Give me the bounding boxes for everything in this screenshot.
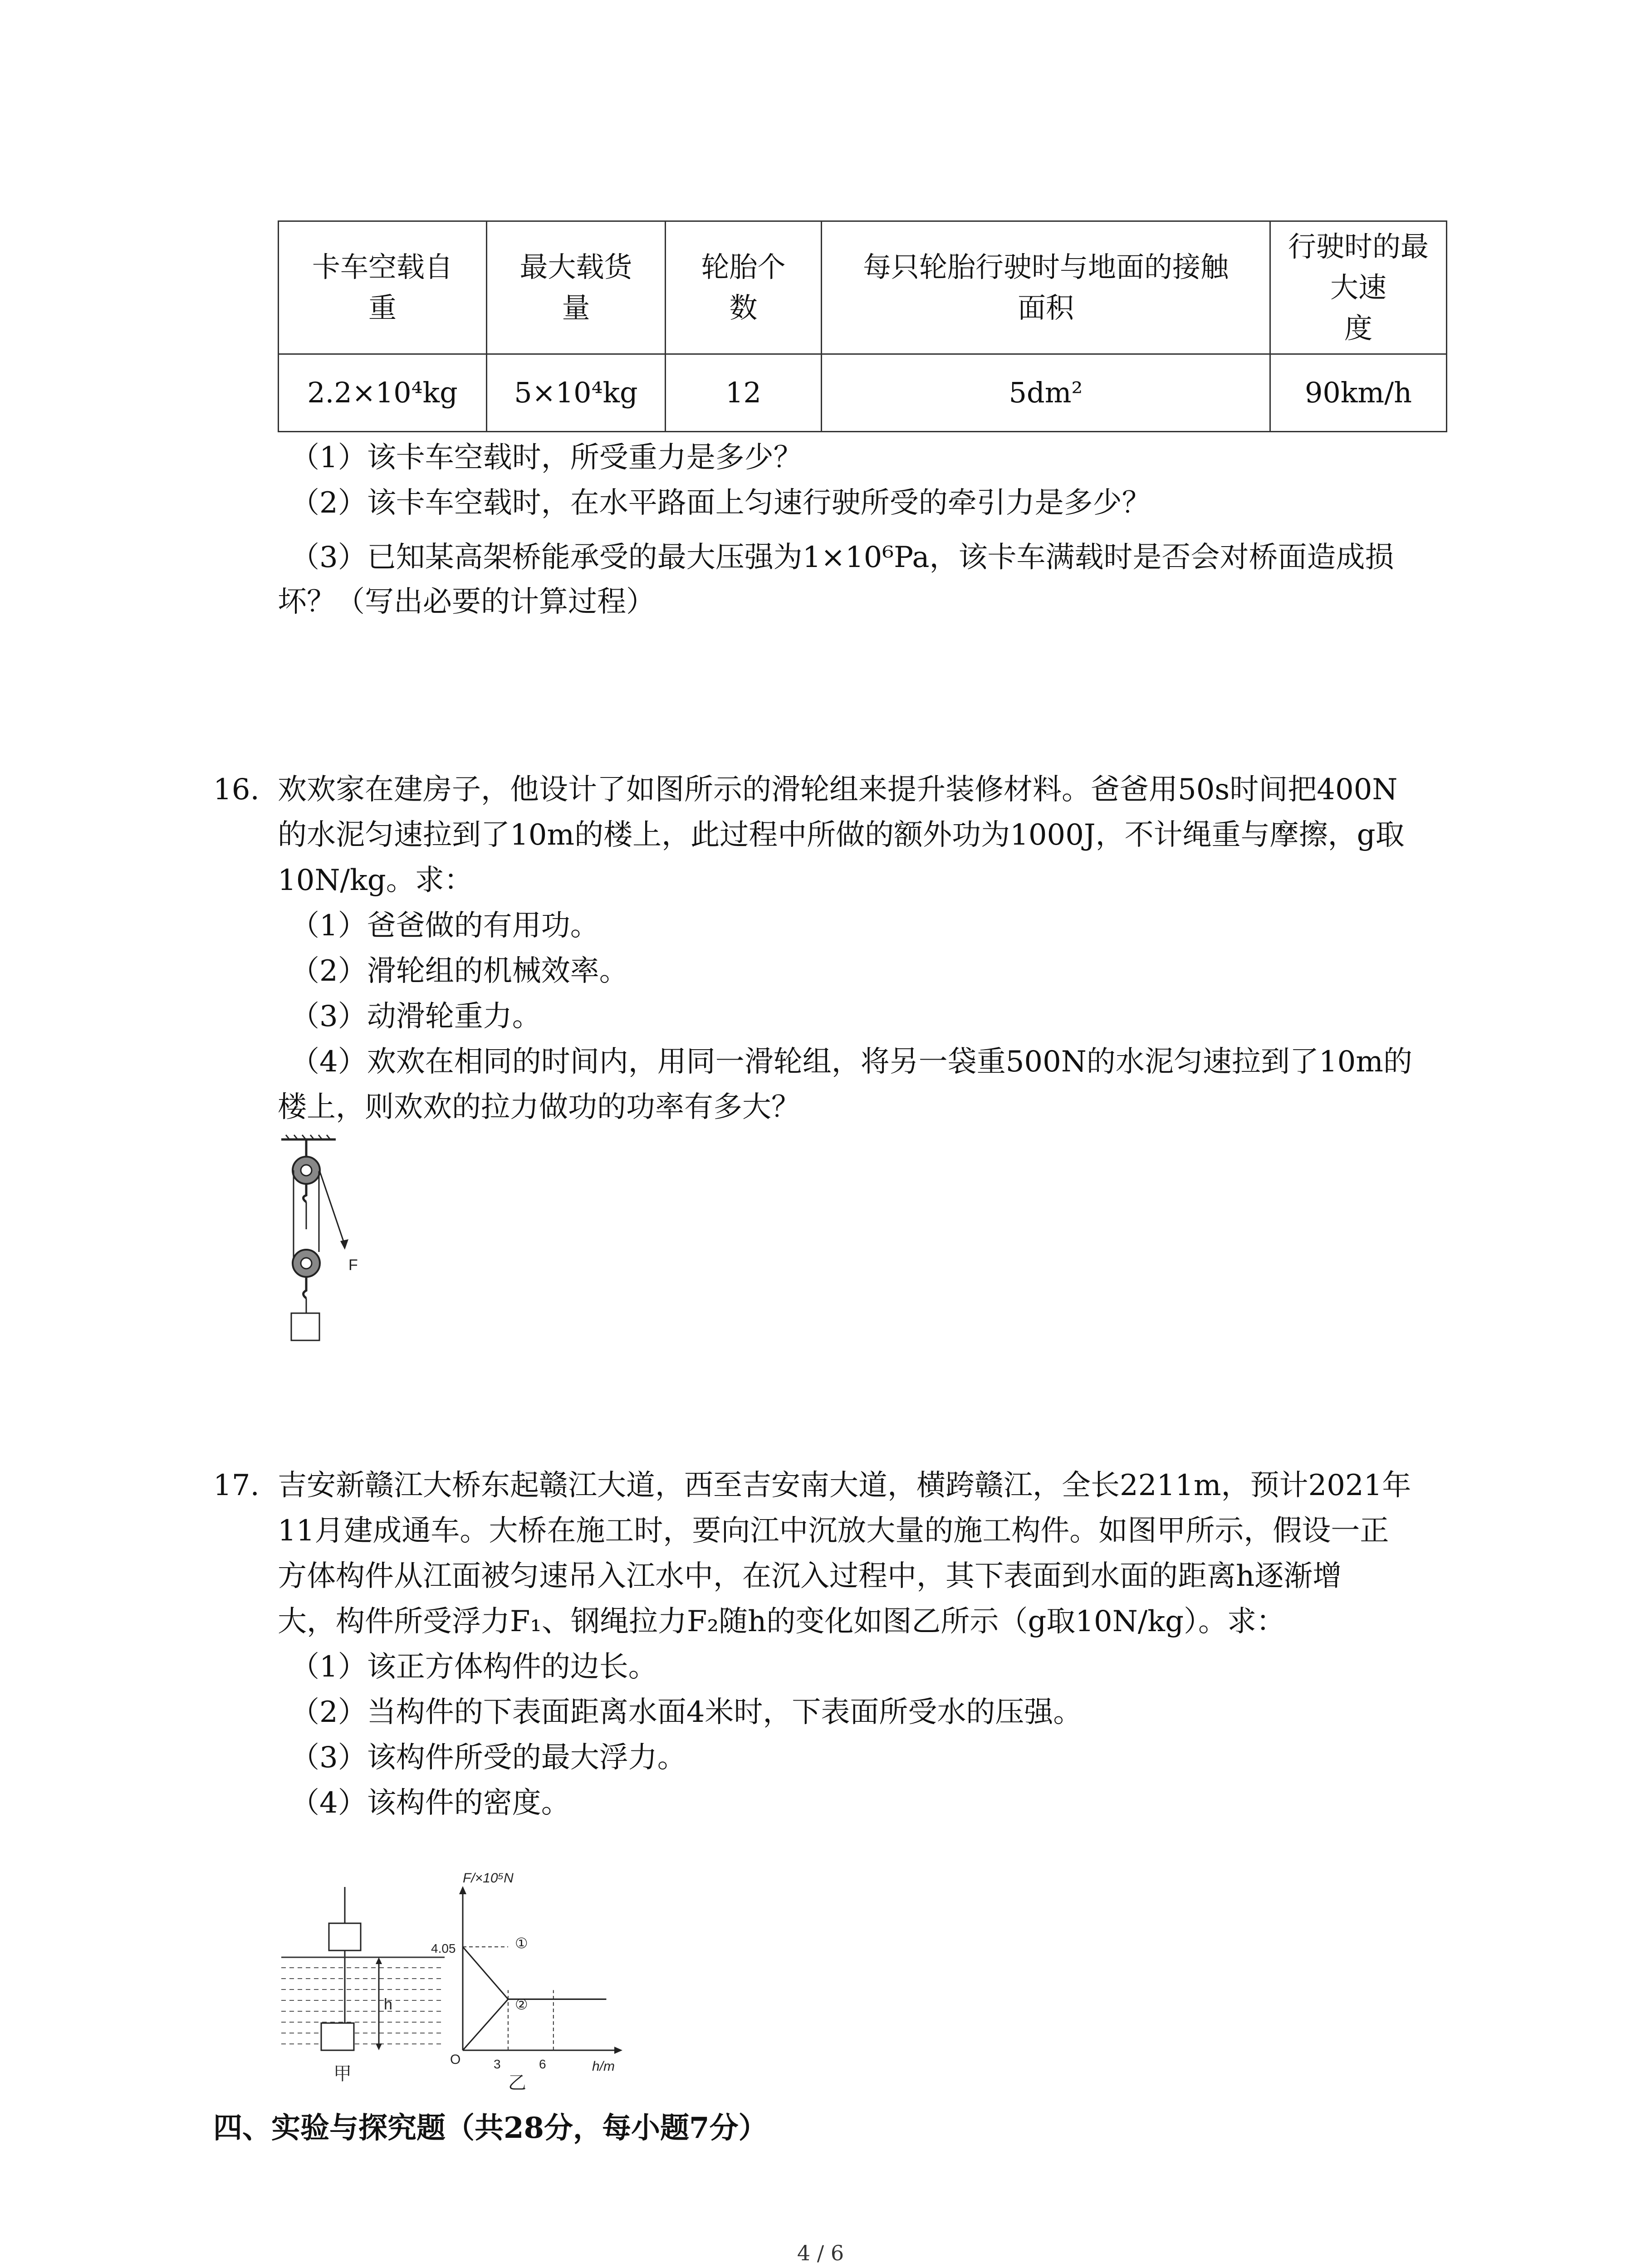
q17-part-2: （2）当构件的下表面距离水面4米时，下表面所受水的压强。 xyxy=(290,1696,1083,1729)
section-4-title: 四、实验与探究题（共28分，每小题7分） xyxy=(213,2111,768,2145)
x-tick-label-3: 3 xyxy=(494,2057,501,2071)
q16-part-3: （3）动滑轮重力。 xyxy=(290,1000,541,1033)
truck-spec-table xyxy=(278,220,1447,432)
figure-yi-chart xyxy=(417,1864,644,2091)
table-cell: 90km/h xyxy=(1270,354,1447,431)
q17-part-3: （3）该构件所受的最大浮力。 xyxy=(290,1741,686,1774)
y-tick-label: 4.05 xyxy=(431,1941,456,1955)
q16-line-1: 欢欢家在建房子，他设计了如图所示的滑轮组来提升装修材料。爸爸用50s时间把400N xyxy=(278,773,1398,807)
q17-number: 17. xyxy=(213,1469,260,1502)
q16-part-4: （4）欢欢在相同的时间内，用同一滑轮组，将另一袋重500N的水泥匀速拉到了10m的 xyxy=(290,1045,1412,1079)
chart-plot-area xyxy=(463,1947,606,2050)
h-label: h xyxy=(384,1996,392,2013)
q16-number: 16. xyxy=(213,773,260,807)
q16-part-1: （1）爸爸做的有用功。 xyxy=(290,909,599,943)
q17-line-2: 11月建成通车。大桥在施工时，要向江中沉放大量的施工构件。如图甲所示，假设一正 xyxy=(278,1514,1389,1548)
header-cell: 轮胎个 数 xyxy=(666,221,822,354)
table-cell: 12 xyxy=(666,354,822,431)
q15-part-1: （1）该卡车空载时，所受重力是多少？ xyxy=(290,441,803,474)
y-axis-label: F/×10⁵N xyxy=(463,1871,514,1886)
q17-part-1: （1）该正方体构件的边长。 xyxy=(290,1650,657,1684)
label-jia: 甲 xyxy=(333,2064,352,2084)
table-row xyxy=(279,354,1447,431)
q17-line-4: 大，构件所受浮力F₁、钢绳拉力F₂随h的变化如图乙所示（g取10N/kg）。求： xyxy=(278,1605,1286,1638)
pulley-figure xyxy=(272,1134,390,1343)
header-cell: 卡车空载自 重 xyxy=(279,221,487,354)
table-header-row xyxy=(279,221,1447,354)
q15-part-3: （3）已知某高架桥能承受的最大压强为1×10⁶Pa，该卡车满载时是否会对桥面造成损 xyxy=(290,541,1394,574)
q17-line-3: 方体构件从江面被匀速吊入江水中，在沉入过程中，其下表面到水面的距离h逐渐增 xyxy=(278,1559,1342,1593)
q16-part-4-cont: 楼上，则欢欢的拉力做功的功率有多大？ xyxy=(278,1090,800,1124)
q15-part-2: （2）该卡车空载时，在水平路面上匀速行驶所受的牵引力是多少？ xyxy=(290,486,1151,520)
origin-label: O xyxy=(450,2052,461,2067)
q17-part-4: （4）该构件的密度。 xyxy=(290,1786,570,1820)
series-line-1 xyxy=(463,1947,606,1999)
label-yi: 乙 xyxy=(508,2073,526,2091)
table-cell: 5dm² xyxy=(822,354,1270,431)
header-cell: 每只轮胎行驶时与地面的接触 面积 xyxy=(822,221,1270,354)
x-axis-label: h/m xyxy=(592,2059,615,2074)
q15-part-3-cont: 坏？（写出必要的计算过程） xyxy=(278,585,655,619)
q16-line-3: 10N/kg。求： xyxy=(278,864,473,897)
force-arrow-line xyxy=(319,1170,345,1245)
curve-1-label: ① xyxy=(515,1935,528,1951)
header-cell: 最大载货 量 xyxy=(487,221,666,354)
table-cell: 2.2×10⁴kg xyxy=(279,354,487,431)
q17-line-1: 吉安新赣江大桥东起赣江大道，西至吉安南大道，横跨赣江，全长2211m，预计2021年 xyxy=(278,1469,1411,1502)
cement-load xyxy=(291,1313,319,1340)
header-cell: 行驶时的最大速 度 xyxy=(1270,221,1447,354)
table-cell: 5×10⁴kg xyxy=(487,354,666,431)
page-number: 4 / 6 xyxy=(797,2241,844,2265)
x-tick-label-6: 6 xyxy=(539,2057,546,2071)
force-label: F xyxy=(348,1256,358,1274)
series-line-2 xyxy=(463,1999,606,2050)
curve-2-label: ② xyxy=(515,1996,528,2013)
q16-line-2: 的水泥匀速拉到了10m的楼上，此过程中所做的额外功为1000J，不计绳重与摩擦，g取 xyxy=(278,818,1405,852)
q16-part-2: （2）滑轮组的机械效率。 xyxy=(290,954,628,988)
force-arrowhead xyxy=(340,1239,348,1250)
